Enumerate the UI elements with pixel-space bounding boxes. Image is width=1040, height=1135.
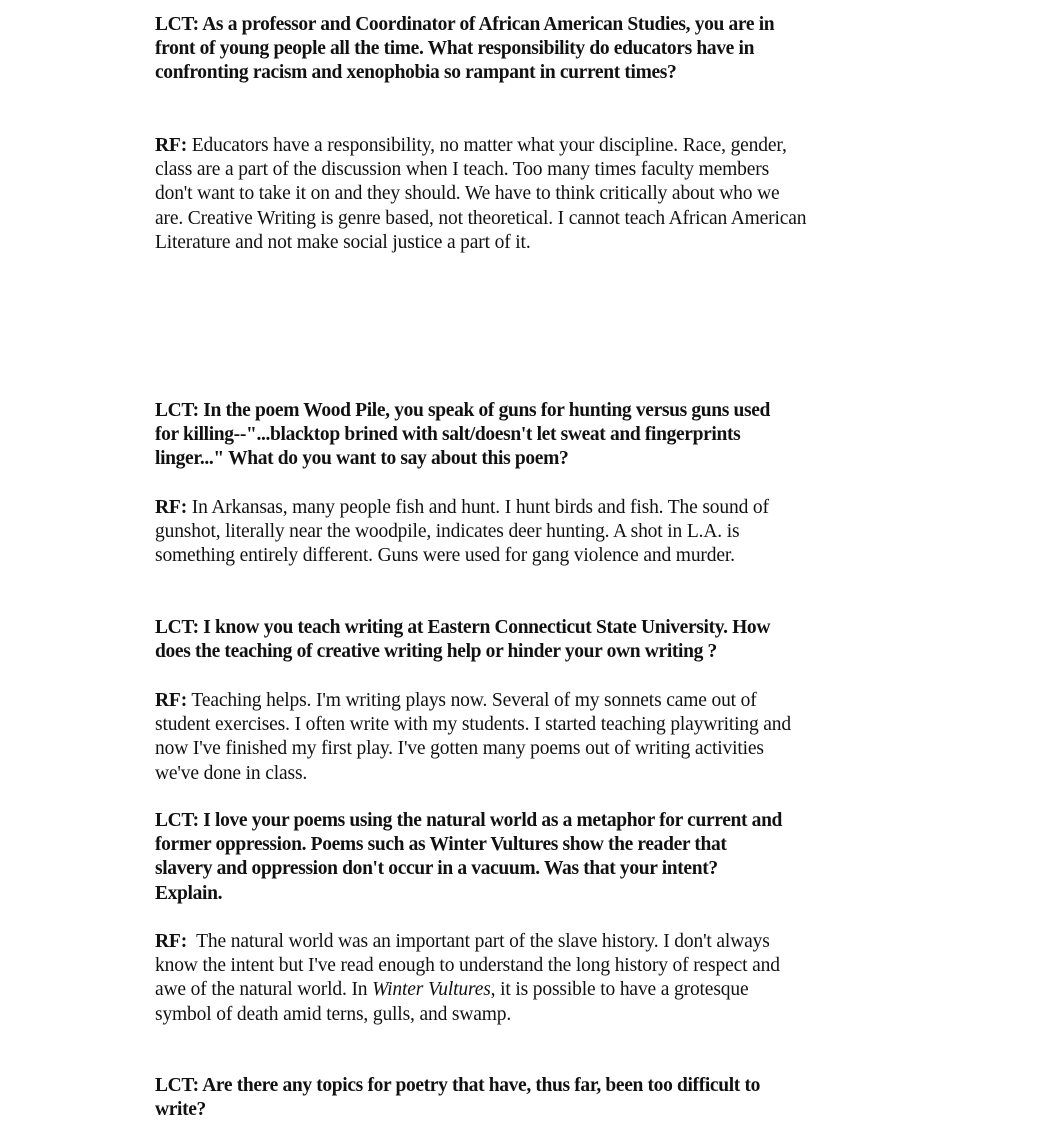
interview-question <box>155 809 915 906</box>
answer-line: class are a part of the discussion when I teach. Too many times faculty members <box>155 159 770 181</box>
question-line: for killing--"...blacktop brined with salt/doesn't let sweat and fingerprints <box>155 424 741 446</box>
question-line: slavery and oppression don't occur in a vacuum. Was that your intent? <box>155 858 718 880</box>
interview-answer <box>155 689 915 786</box>
answer-line: are. Creative Writing is genre based, not theoretical. I cannot teach African American <box>155 207 807 229</box>
speaker-label: RF: <box>155 931 188 952</box>
answer-line: Literature and not make social justice a part of it. <box>155 231 531 253</box>
interview-question <box>155 616 915 664</box>
question-line: LCT: As a professor and Coordinator of African American Studies, you are in <box>155 14 775 35</box>
answer-line: gunshot, literally near the woodpile, indicates deer hunting. A shot in L.A. is <box>155 521 740 543</box>
answer-line: something entirely different. Guns were used for gang violence and murder. <box>155 545 735 567</box>
answer-line: don't want to take it on and they should. We have to think critically about who we <box>155 183 780 205</box>
interview-answer <box>155 496 915 569</box>
speaker-label: RF: <box>155 135 188 156</box>
speaker-label: LCT: <box>155 810 199 831</box>
question-line: former oppression. Poems such as Winter Vultures show the reader that <box>155 834 727 856</box>
question-line: LCT: In the poem Wood Pile, you speak of guns for hunting versus guns used <box>155 400 771 421</box>
speaker-label: RF: <box>155 497 188 518</box>
poem-title: Winter Vultures <box>372 979 491 1001</box>
question-line: LCT: I love your poems using the natural world as a metaphor for current and <box>155 810 783 831</box>
speaker-label: LCT: <box>155 14 199 35</box>
interview-question <box>155 13 915 86</box>
speaker-label: RF: <box>155 690 188 711</box>
speaker-label: LCT: <box>155 1075 199 1096</box>
question-line: front of young people all the time. What responsibility do educators have in <box>155 38 755 60</box>
interview-answer <box>155 930 915 1027</box>
answer-line: RF: Educators have a responsibility, no matter what your discipline. Race, gender, <box>155 135 787 156</box>
interview-question <box>155 399 915 472</box>
answer-line: now I've finished my first play. I've gotten many poems out of writing activities <box>155 738 764 760</box>
answer-line: know the intent but I've read enough to understand the long history of respect and <box>155 955 780 977</box>
answer-line: RF: The natural world was an important part of the slave history. I don't always <box>155 931 770 952</box>
question-line: write? <box>155 1099 206 1121</box>
question-line: LCT: Are there any topics for poetry that have, thus far, been too difficult to <box>155 1075 760 1096</box>
answer-line: RF: In Arkansas, many people fish and hunt. I hunt birds and fish. The sound of <box>155 497 769 518</box>
answer-line: symbol of death amid terns, gulls, and swamp. <box>155 1003 512 1025</box>
answer-line: awe of the natural world. In Winter Vultures, it is possible to have a grotesque <box>155 979 749 1001</box>
answer-line: we've done in class. <box>155 762 308 784</box>
question-line: Explain. <box>155 882 223 904</box>
question-line: LCT: I know you teach writing at Eastern Connecticut State University. How <box>155 617 771 638</box>
interview-question <box>155 1074 915 1122</box>
speaker-label: LCT: <box>155 400 199 421</box>
question-line: does the teaching of creative writing help or hinder your own writing ? <box>155 641 717 663</box>
question-line: linger..." What do you want to say about this poem? <box>155 448 569 470</box>
speaker-label: LCT: <box>155 617 199 638</box>
question-line: confronting racism and xenophobia so rampant in current times? <box>155 62 677 84</box>
answer-line: student exercises. I often write with my students. I started teaching playwriting and <box>155 714 791 736</box>
answer-line: RF: Teaching helps. I'm writing plays now. Several of my sonnets came out of <box>155 690 757 711</box>
interview-answer <box>155 134 915 255</box>
